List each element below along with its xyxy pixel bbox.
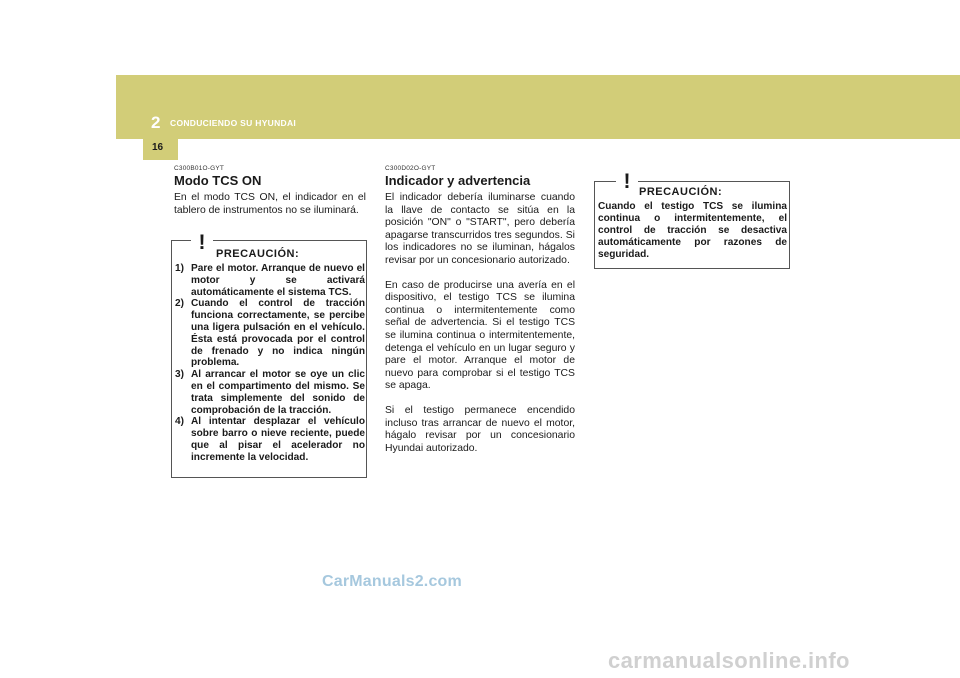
section-body: En el modo TCS ON, el indicador en el tablero de instrumentos no se iluminará. [174, 192, 366, 216]
section-tcs-on [174, 165, 366, 217]
watermark-top: CarManuals2.com [322, 573, 462, 590]
section-paragraph: El indicador debería iluminarse cuando la llave de contacto se sitúa en la posición "ON" o "START", pero debería apagarse transcurridos tres segundos. Si los indicadores no se iluminan, hágalos revisar por un concesionario autorizado. [385, 192, 575, 266]
chapter-title: CONDUCIENDO SU HYUNDAI [170, 118, 297, 128]
warning-exclamation-icon: ! [191, 230, 213, 255]
caution-item: 2) Cuando el control de tracción funciona correctamente, se percibe una ligera pulsación en el vehículo. Ésta está provocada por el control de frenado y no indica ningún problema. [175, 298, 365, 369]
section-title: Modo TCS ON [174, 173, 262, 188]
caution-title: PRECAUCIÓN: [216, 248, 300, 260]
caution-item: 3) Al arrancar el motor se oye un clic en el compartimento del mismo. Se trata simplemente del sonido de comprobación de la tracción. [175, 369, 365, 416]
warning-exclamation-icon: ! [616, 169, 638, 194]
section-paragraph: En caso de producirse una avería en el dispositivo, el testigo TCS se ilumina continua o intermitentemente como señal de advertencia. Si el testigo TCS se ilumina continua o intermitentemente, detenga el vehículo en un lugar seguro y pare el motor. Arranque el motor de nuevo para comprobar si el testigo TCS se apaga. [385, 279, 575, 392]
header-band [116, 75, 960, 139]
caution-item: 4) Al intentar desplazar el vehículo sobre barro o nieve reciente, puede que al pisar el acelerador no incremente la velocidad. [175, 416, 365, 463]
section-title: Indicador y advertencia [385, 173, 531, 188]
caution-box-right [594, 170, 790, 269]
caution-box-left [171, 231, 367, 478]
caution-text: Cuando el testigo TCS se ilumina continua o intermitentemente, el control de tracción se desactiva automáticamente por razones de seguridad. [598, 201, 787, 261]
caution-item: 1) Pare el motor. Arranque de nuevo el motor y se activará automáticamente el sistema TCS. [175, 263, 365, 298]
page-number: 16 [152, 142, 164, 153]
section-paragraph: Si el testigo permanece encendido incluso tras arrancar de nuevo el motor, hágalo revisar por un concesionario Hyundai autorizado. [385, 404, 575, 454]
chapter-number: 2 [151, 113, 161, 132]
section-code: C300B01O-GYT [174, 165, 225, 172]
watermark-bottom: carmanualsonline.info [608, 648, 850, 673]
caution-list [175, 263, 365, 464]
section-code: C300D02O-GYT [385, 165, 436, 172]
section-indicator [385, 165, 575, 455]
caution-title: PRECAUCIÓN: [639, 186, 723, 198]
